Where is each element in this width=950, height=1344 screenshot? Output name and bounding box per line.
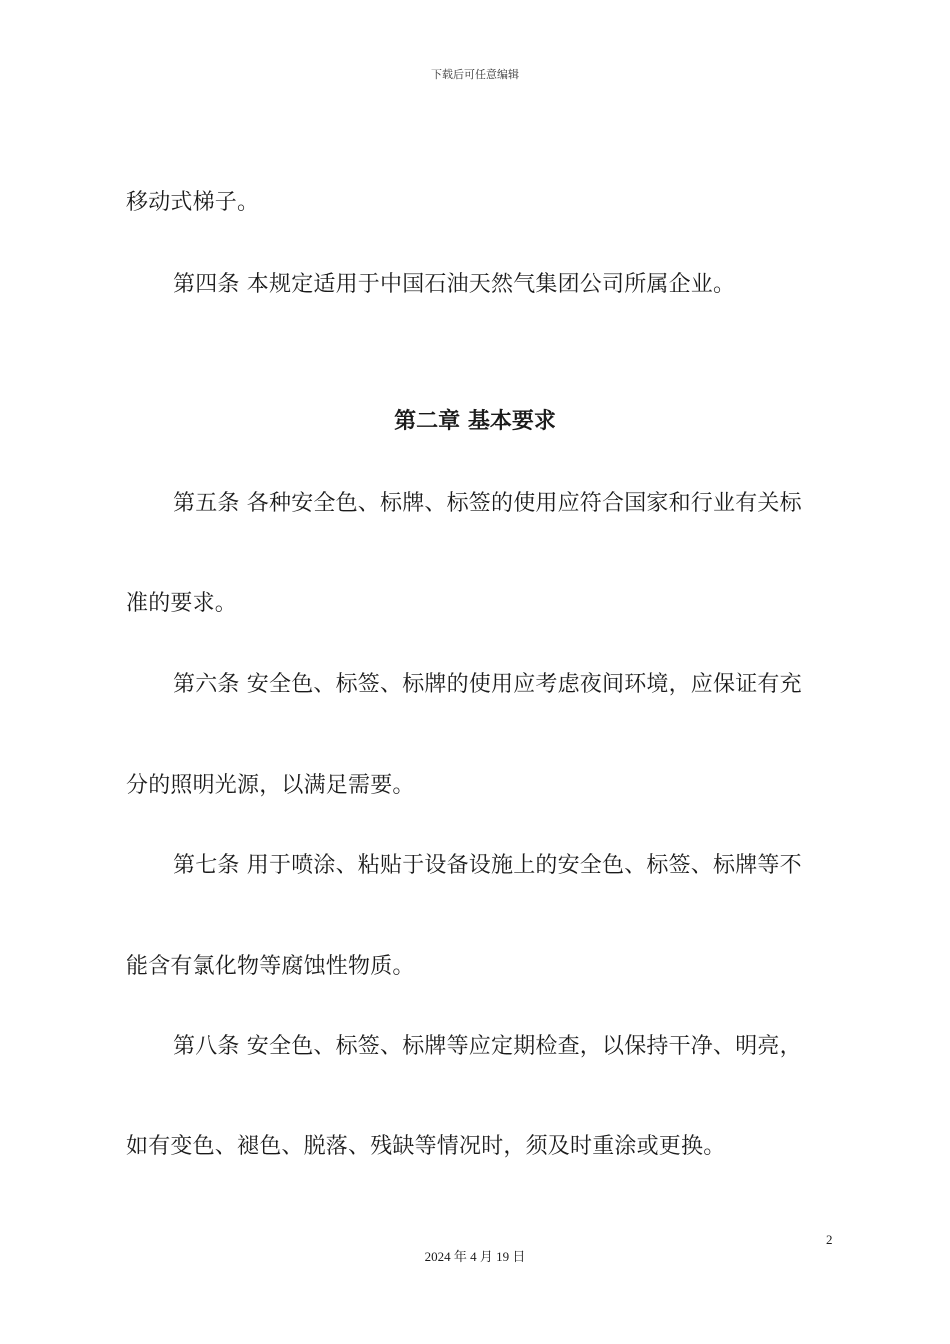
article-7-line-1: 第七条 用于喷涂、粘贴于设备设施上的安全色、标签、标牌等不	[173, 853, 802, 878]
article-6-line-1: 第六条 安全色、标签、标牌的使用应考虑夜间环境，应保证有充	[173, 672, 802, 697]
paragraph-line: 移动式梯子。	[126, 190, 260, 215]
chapter-heading: 第二章 基本要求	[394, 409, 556, 434]
article-5-line-2: 准的要求。	[126, 591, 238, 616]
page-number: 2	[826, 1232, 833, 1247]
article-4-line: 第四条 本规定适用于中国石油天然气集团公司所属企业。	[173, 272, 736, 297]
article-8-line-2: 如有变色、褪色、脱落、残缺等情况时，须及时重涂或更换。	[126, 1134, 726, 1159]
article-6-line-2: 分的照明光源，以满足需要。	[126, 773, 415, 798]
article-5-line-1: 第五条 各种安全色、标牌、标签的使用应符合国家和行业有关标	[173, 491, 802, 516]
footer-date: 2024 年 4 月 19 日	[424, 1249, 526, 1264]
article-8-line-1: 第八条 安全色、标签、标牌等应定期检查，以保持干净、明亮，	[173, 1034, 802, 1059]
article-7-line-2: 能含有氯化物等腐蚀性物质。	[126, 954, 415, 979]
page-header: 下载后可任意编辑	[431, 68, 519, 81]
